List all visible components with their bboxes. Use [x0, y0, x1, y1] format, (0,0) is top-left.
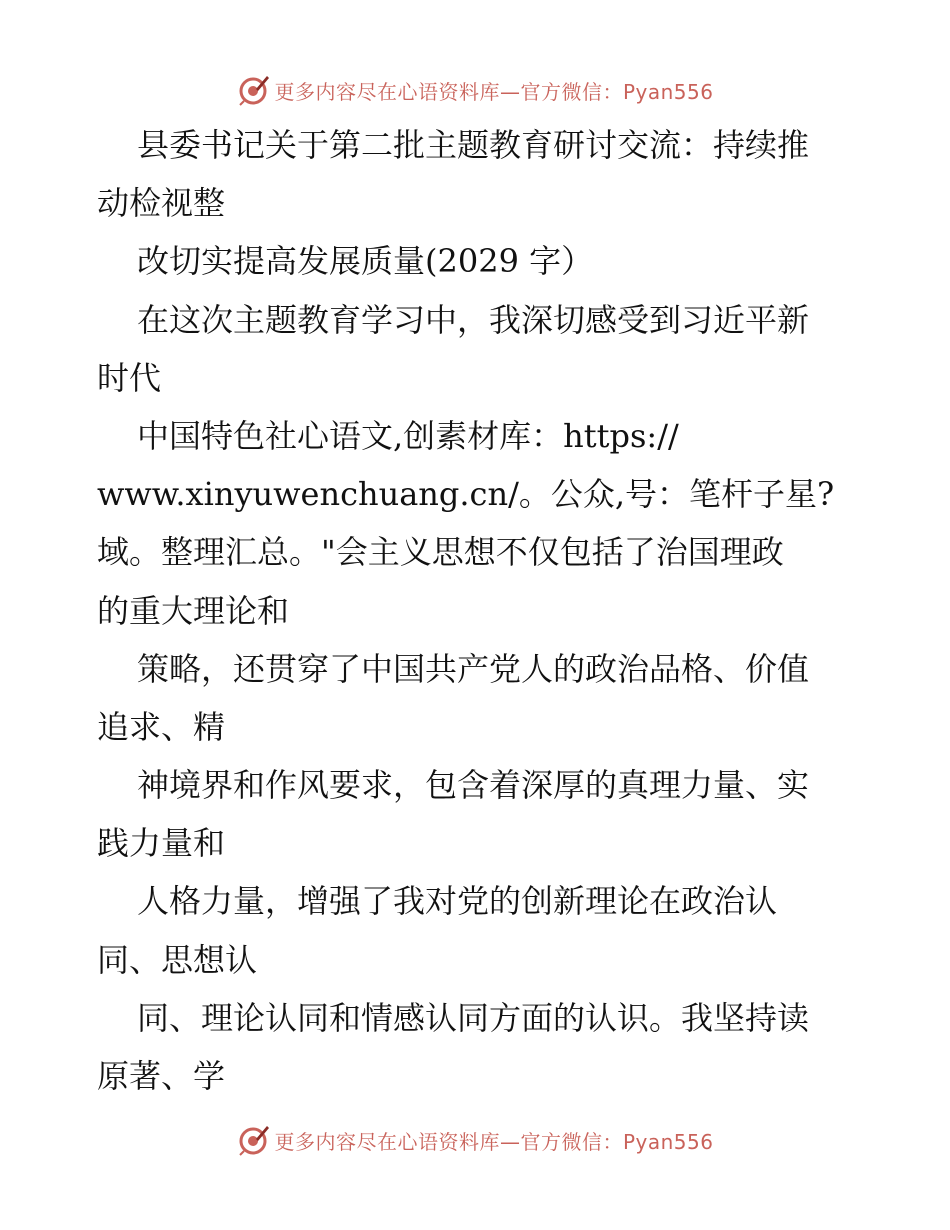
doc-line-12: 神境界和作风要求，包含着深厚的真理力量、实	[137, 766, 810, 805]
doc-line-10: 策略，还贯穿了中国共产党人的政治品格、价值	[137, 649, 810, 688]
footer-banner-text: 更多内容尽在心语资料库—官方微信：Pyan556	[274, 1129, 714, 1154]
doc-line-14: 人格力量，增强了我对党的创新理论在政治认	[137, 882, 778, 921]
doc-line-17: 原著、学	[97, 1057, 226, 1095]
doc-line-4: 在这次主题教育学习中，我深切感受到习近平新	[137, 300, 810, 339]
doc-line-5: 时代	[97, 358, 162, 397]
quill-seal-icon	[236, 1123, 270, 1157]
doc-line-11: 追求、精	[97, 707, 226, 746]
doc-line-1: 县委书记关于第二批主题教育研讨交流：持续推	[137, 126, 810, 164]
doc-line-8: 域。整理汇总。"会主义思想不仅包括了治国理政	[97, 533, 784, 572]
doc-line-2: 动检视整	[97, 184, 226, 223]
header-banner-text: 更多内容尽在心语资料库—官方微信：Pyan556	[274, 79, 714, 104]
doc-line-15: 同、思想认	[97, 940, 258, 979]
quill-seal-icon	[236, 73, 270, 107]
doc-line-7: www.xinyuwenchuang.cn/。公众,号：笔杆子星?	[97, 475, 835, 514]
doc-line-9: 的重大理论和	[97, 591, 290, 630]
document-body	[97, 116, 857, 1105]
header-banner	[0, 70, 950, 110]
doc-line-6: 中国特色社心语文,创素材库：https://	[137, 416, 679, 455]
footer-banner	[0, 1120, 950, 1160]
doc-line-16: 同、理论认同和情感认同方面的认识。我坚持读	[137, 998, 810, 1037]
doc-line-13: 践力量和	[97, 824, 226, 863]
doc-line-3: 改切实提高发展质量(2029 字）	[137, 242, 594, 281]
